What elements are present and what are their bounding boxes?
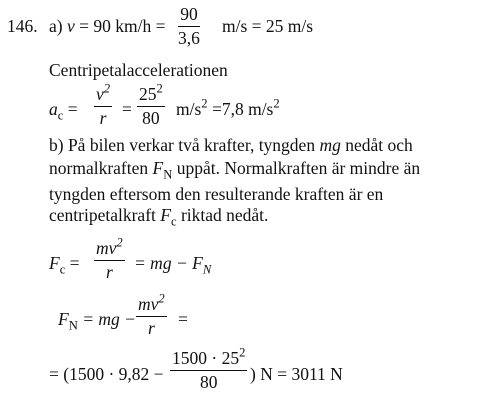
unit-ms: m/s [176,99,202,119]
frac-v2-numerator [94,81,112,106]
v2-exp: 2 [103,81,111,96]
eqfn-lhs: = mg − [82,309,136,329]
final-start: = (1500 · 9,82 − [49,364,164,384]
frac25-num: 25 [139,84,157,104]
eqfc-rhs-sub: N [202,262,212,277]
fraction-final [170,345,247,392]
eqfn-n: N [68,318,78,333]
fc-c: c [170,214,177,229]
fraction-25sq-over-80 [137,81,165,128]
final-numerator [170,345,247,370]
part-b-line3: tyngden eftersom den resulterande kraften är en [49,184,384,204]
eq2: = [122,99,132,119]
heading-centripetal: Centripetalaccelerationen [49,60,228,80]
eqfn-f: F [58,309,69,329]
ac-result [176,96,280,119]
v2-v: v [96,84,104,104]
part-a-label: a) [49,16,63,36]
eqfn-mv: mv [138,294,159,314]
frac1-numerator: 90 [180,4,198,24]
eqfc-rhs: = mg − F [134,253,203,273]
part-b-line1 [49,137,413,155]
mg: mg [319,135,341,155]
part-b-label: b) [49,135,64,155]
ac-sub: c [57,108,64,123]
frac25-numerator [137,81,165,106]
eq-fc-rhs [134,253,212,277]
line1-b: nedåt och [340,135,413,155]
eq-fn-lhs [58,309,136,333]
frac25-exp: 2 [156,81,163,96]
line1-a: På bilen verkar två krafter, tyngden [67,135,320,155]
final-denominator: 80 [199,371,218,392]
ac-a: a [49,99,58,119]
eqfc-denominator: r [105,261,113,282]
fraction-90-over-3-6 [178,6,200,47]
eqfc-mv: mv [96,238,117,258]
final-num: 1500 · 25 [172,348,240,368]
eq-fn-end: = [178,309,188,329]
ac-label [49,99,78,123]
eq-fc-lhs [49,253,80,277]
final-exp: 2 [239,345,246,360]
final-end: ) N = 3011 N [250,364,343,384]
line4-b: riktad nedåt. [176,205,269,225]
problem-number: 146. [7,16,38,36]
fc-f: F [160,205,171,225]
eqfc-f: F [49,253,60,273]
eqfn-numerator [136,291,167,316]
eqfn-denominator: r [147,317,155,338]
eq1-right: m/s = 25 m/s [222,16,314,36]
line2-b: uppåt. Normalkraften är mindre än [172,158,421,178]
eqfc-c: c [59,262,66,277]
frac1-denominator: 3,6 [178,27,200,48]
line2-a: normalkraften [49,158,153,178]
unit-exp: 2 [201,96,208,111]
result-exp: 2 [273,96,280,111]
fraction-mv2-over-r [94,235,125,282]
var-v: v [66,16,75,36]
fraction-v2-over-r [94,81,112,128]
fn-f: F [152,158,164,178]
fn-n: N [163,167,173,182]
part-b-line4 [49,205,269,229]
eqfc-eq: = [69,253,80,273]
eqfn-exp: 2 [158,291,165,306]
eqfc-exp: 2 [116,235,123,250]
ac-eq: = [67,99,78,119]
frac25-denominator: 80 [142,107,160,128]
part-a-line1 [49,18,165,36]
frac-v2-denominator: r [99,107,107,128]
line4-a: centripetalkraft [49,205,161,225]
result-text: =7,8 m/s [207,99,274,119]
part-b-line2 [49,158,421,182]
eq1-left: = 90 km/h = [74,16,166,36]
eqfc-numerator [94,235,125,260]
fraction-mv2-over-r-2 [136,291,167,338]
